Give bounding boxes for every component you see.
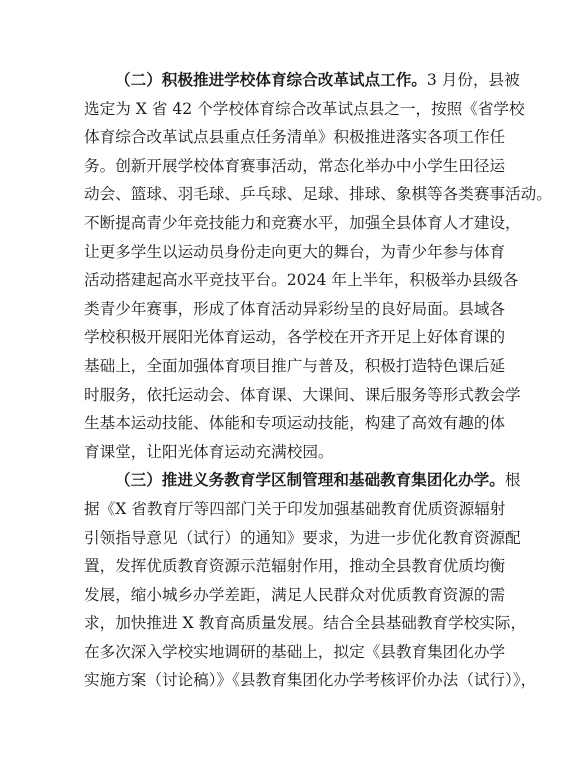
text-line <box>84 438 504 467</box>
body-text: 活动搭建起高水平竞技平台。2024 年上半年，积极举办县级各 <box>84 271 519 290</box>
body-text: 在多次深入学校实地调研的基础上，拟定《县教育集团化办学 <box>84 642 506 661</box>
body-text: 体育综合改革试点县重点任务清单》积极推进落实各项工作任 <box>84 128 506 147</box>
text-line <box>84 66 520 95</box>
body-text: 生基本运动技能、体能和专项运动技能，构建了高效有趣的体 <box>84 414 506 433</box>
body-text: 3 月份，县被 <box>426 71 520 89</box>
text-line <box>84 581 504 610</box>
section-heading: （三）推进义务教育学区制管理和基础教育集团化办学。 <box>115 470 505 490</box>
body-text: 据《X 省教育厅等四部门关于印发加强基础教育优质资源辐射 <box>84 499 506 518</box>
body-text: 类青少年赛事，形成了体育活动异彩纷呈的良好局面。县域各 <box>84 299 506 318</box>
section-heading: （二）积极推进学校体育综合改革试点工作。 <box>115 70 427 89</box>
body-text: 发展，缩小城乡办学差距，满足人民群众对优质教育资源的需 <box>84 585 506 604</box>
text-line <box>84 152 504 181</box>
paragraph-2 <box>84 466 537 695</box>
body-text: 育课堂，让阳光体育运动充满校园。 <box>84 442 334 461</box>
text-line <box>84 295 504 324</box>
text-line <box>84 524 521 553</box>
text-line <box>84 552 504 581</box>
body-text: 学校积极开展阳光体育运动，各学校在开齐开足上好体育课的 <box>84 328 506 347</box>
text-line <box>84 638 504 667</box>
body-text: 务。创新开展学校体育赛事活动，常态化举办中小学生田径运 <box>84 156 506 175</box>
text-line <box>84 209 521 238</box>
body-text: 动会、篮球、羽毛球、乒乓球、足球、排球、象棋等各类赛事活动。 <box>84 185 552 204</box>
text-line <box>84 238 504 267</box>
text-line <box>84 180 552 209</box>
text-line <box>84 95 525 124</box>
body-text: 引领指导意见（试行）的通知》要求，为进一步优化教育资源配 <box>84 528 521 547</box>
text-line <box>84 409 504 438</box>
body-text: 实施方案（讨论稿）》《县教育集团化办学考核评价办法（试行）》， <box>84 671 537 690</box>
text-line <box>84 123 504 152</box>
body-text: 让更多学生以运动员身份走向更大的舞台，为青少年参与体育 <box>84 242 506 261</box>
body-text: 不断提高青少年竞技能力和竞赛水平，加强全县体育人才建设， <box>84 213 521 232</box>
text-line <box>84 266 519 295</box>
text-line <box>84 609 527 638</box>
text-line <box>84 666 537 695</box>
text-line <box>84 466 521 495</box>
document-body <box>84 66 552 695</box>
body-text: 时服务，依托运动会、体育课、大课间、课后服务等形式教会学 <box>84 385 521 404</box>
body-text: 求，加快推进 X 教育高质量发展。结合全县基础教育学校实际， <box>84 614 527 633</box>
body-text: 选定为 X 省 42 个学校体育综合改革试点县之一，按照《省学校 <box>84 99 525 118</box>
body-text: 基础上，全面加强体育项目推广与普及，积极打造特色课后延 <box>84 356 506 375</box>
paragraph-1 <box>84 66 552 466</box>
body-text: 根 <box>504 471 521 490</box>
text-line <box>84 381 521 410</box>
text-line <box>84 352 504 381</box>
body-text: 置，发挥优质教育资源示范辐射作用，推动全县教育优质均衡 <box>84 557 506 576</box>
text-line <box>84 323 504 352</box>
text-line <box>84 495 504 524</box>
